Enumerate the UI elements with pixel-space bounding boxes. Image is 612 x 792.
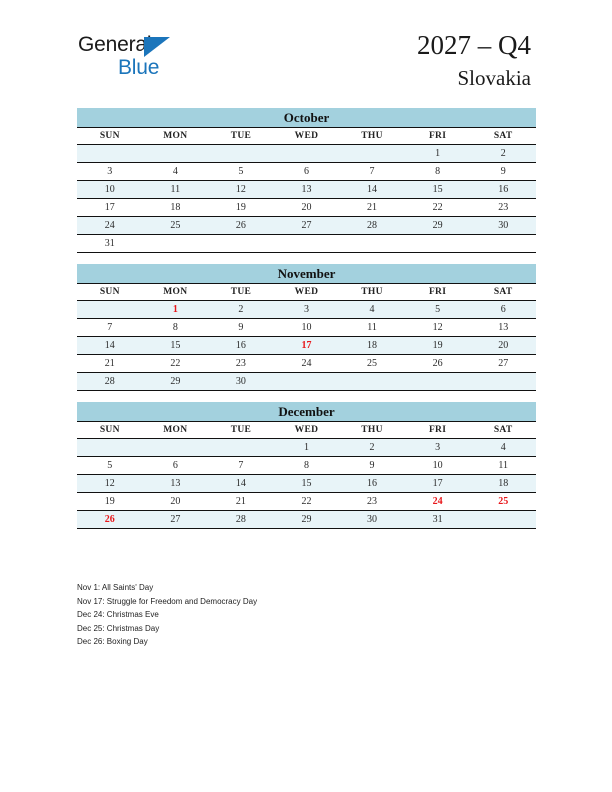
week-row: [77, 457, 536, 475]
day-cell[interactable]: 20: [143, 493, 209, 511]
day-cell-empty: [208, 235, 274, 253]
week-row: [77, 475, 536, 493]
day-cell[interactable]: 5: [77, 457, 143, 475]
day-cell-empty: [339, 235, 405, 253]
day-cell[interactable]: 20: [470, 337, 536, 355]
day-cell-holiday[interactable]: 26: [77, 511, 143, 529]
weekday-header-wed: WED: [274, 128, 340, 145]
week-row: [77, 373, 536, 391]
blue-triangle-icon: [144, 37, 170, 57]
day-cell[interactable]: 15: [274, 475, 340, 493]
day-cell[interactable]: 26: [405, 355, 471, 373]
day-cell[interactable]: 23: [339, 493, 405, 511]
weekday-header-thu: THU: [339, 422, 405, 439]
weekday-header-fri: FRI: [405, 128, 471, 145]
day-cell-holiday[interactable]: 24: [405, 493, 471, 511]
day-cell[interactable]: 10: [77, 181, 143, 199]
month-title: December: [77, 402, 536, 422]
day-cell[interactable]: 2: [470, 145, 536, 163]
weekday-header-row: [77, 284, 536, 301]
weekday-header-fri: FRI: [405, 422, 471, 439]
weekday-header-sat: SAT: [470, 284, 536, 301]
day-cell-empty: [405, 235, 471, 253]
day-cell[interactable]: 9: [208, 319, 274, 337]
day-cell[interactable]: 11: [470, 457, 536, 475]
day-cell[interactable]: 5: [208, 163, 274, 181]
day-cell[interactable]: 10: [405, 457, 471, 475]
day-cell[interactable]: 12: [405, 319, 471, 337]
day-cell[interactable]: 16: [470, 181, 536, 199]
weekday-header-row: [77, 128, 536, 145]
day-cell[interactable]: 8: [274, 457, 340, 475]
day-cell-empty: [143, 235, 209, 253]
day-cell[interactable]: 21: [208, 493, 274, 511]
weekday-header-sat: SAT: [470, 128, 536, 145]
day-cell-empty: [77, 439, 143, 457]
day-cell[interactable]: 30: [470, 217, 536, 235]
month-grid: [77, 284, 536, 391]
day-cell[interactable]: 27: [274, 217, 340, 235]
day-cell-empty: [274, 145, 340, 163]
day-cell[interactable]: 2: [208, 301, 274, 319]
day-cell[interactable]: 18: [143, 199, 209, 217]
page-title: 2027 – Q4: [417, 30, 531, 60]
day-cell[interactable]: 4: [339, 301, 405, 319]
day-cell[interactable]: 13: [470, 319, 536, 337]
general-blue-logo: [78, 34, 268, 90]
day-cell[interactable]: 18: [470, 475, 536, 493]
day-cell[interactable]: 14: [339, 181, 405, 199]
day-cell[interactable]: 14: [77, 337, 143, 355]
day-cell-empty: [470, 373, 536, 391]
day-cell[interactable]: 29: [274, 511, 340, 529]
day-cell[interactable]: 14: [208, 475, 274, 493]
day-cell[interactable]: 7: [339, 163, 405, 181]
day-cell-empty: [208, 439, 274, 457]
week-row: [77, 235, 536, 253]
day-cell-empty: [274, 373, 340, 391]
day-cell[interactable]: 15: [143, 337, 209, 355]
day-cell[interactable]: 5: [405, 301, 471, 319]
week-row: [77, 145, 536, 163]
weekday-header-sun: SUN: [77, 422, 143, 439]
weekday-header-row: [77, 422, 536, 439]
logo-word-general: General: [78, 33, 152, 56]
day-cell[interactable]: 12: [77, 475, 143, 493]
day-cell[interactable]: 15: [405, 181, 471, 199]
weekday-header-mon: MON: [143, 422, 209, 439]
day-cell[interactable]: 16: [208, 337, 274, 355]
day-cell[interactable]: 8: [405, 163, 471, 181]
day-cell[interactable]: 4: [470, 439, 536, 457]
day-cell[interactable]: 11: [339, 319, 405, 337]
day-cell[interactable]: 21: [77, 355, 143, 373]
day-cell[interactable]: 20: [274, 199, 340, 217]
day-cell-empty: [208, 145, 274, 163]
day-cell[interactable]: 9: [339, 457, 405, 475]
day-cell[interactable]: 9: [470, 163, 536, 181]
week-row: [77, 301, 536, 319]
day-cell[interactable]: 4: [143, 163, 209, 181]
weekday-header-thu: THU: [339, 128, 405, 145]
day-cell-empty: [77, 145, 143, 163]
day-cell[interactable]: 25: [339, 355, 405, 373]
day-cell[interactable]: 28: [339, 217, 405, 235]
day-cell[interactable]: 19: [77, 493, 143, 511]
day-cell[interactable]: 7: [77, 319, 143, 337]
day-cell[interactable]: 12: [208, 181, 274, 199]
day-cell[interactable]: 6: [470, 301, 536, 319]
day-cell[interactable]: 23: [470, 199, 536, 217]
calendar-list: [77, 108, 536, 540]
day-cell[interactable]: 29: [405, 217, 471, 235]
month-title: October: [77, 108, 536, 128]
day-cell[interactable]: 2: [339, 439, 405, 457]
weekday-header-tue: TUE: [208, 284, 274, 301]
week-row: [77, 355, 536, 373]
day-cell[interactable]: 22: [143, 355, 209, 373]
day-cell[interactable]: 25: [143, 217, 209, 235]
legend-item: Nov 1: All Saints' Day: [77, 583, 154, 592]
page-header: [0, 0, 612, 100]
weekday-header-sun: SUN: [77, 284, 143, 301]
day-cell-empty: [470, 235, 536, 253]
weekday-header-fri: FRI: [405, 284, 471, 301]
day-cell[interactable]: 19: [208, 199, 274, 217]
day-cell-empty: [339, 373, 405, 391]
day-cell[interactable]: 28: [208, 511, 274, 529]
legend-item: Dec 26: Boxing Day: [77, 637, 148, 647]
day-cell[interactable]: 23: [208, 355, 274, 373]
month-block-december: [77, 402, 536, 529]
day-cell[interactable]: 19: [405, 337, 471, 355]
day-cell[interactable]: 27: [470, 355, 536, 373]
day-cell[interactable]: 29: [143, 373, 209, 391]
weekday-header-sat: SAT: [470, 422, 536, 439]
weekday-header-mon: MON: [143, 284, 209, 301]
legend-item: Nov 17: Struggle for Freedom and Democracy Day: [77, 596, 258, 606]
day-cell[interactable]: 16: [339, 475, 405, 493]
title-block: [417, 30, 531, 91]
day-cell[interactable]: 3: [77, 163, 143, 181]
week-row: [77, 163, 536, 181]
weekday-header-wed: WED: [274, 422, 340, 439]
week-row: [77, 319, 536, 337]
day-cell[interactable]: 31: [77, 235, 143, 253]
week-row: [77, 511, 536, 529]
day-cell[interactable]: 7: [208, 457, 274, 475]
day-cell-empty: [77, 301, 143, 319]
day-cell[interactable]: 22: [405, 199, 471, 217]
day-cell[interactable]: 30: [208, 373, 274, 391]
month-title: November: [77, 264, 536, 284]
day-cell-empty: [143, 145, 209, 163]
day-cell[interactable]: 26: [208, 217, 274, 235]
week-row: [77, 337, 536, 355]
day-cell[interactable]: 3: [274, 301, 340, 319]
day-cell-empty: [470, 511, 536, 529]
holiday-legend: [77, 581, 497, 649]
day-cell-empty: [274, 235, 340, 253]
week-row: [77, 493, 536, 511]
week-row: [77, 439, 536, 457]
legend-item: Dec 24: Christmas Eve: [77, 610, 159, 620]
weekday-header-tue: TUE: [208, 422, 274, 439]
week-row: [77, 199, 536, 217]
day-cell[interactable]: 10: [274, 319, 340, 337]
day-cell[interactable]: 22: [274, 493, 340, 511]
day-cell-empty: [405, 373, 471, 391]
legend-item: Dec 25: Christmas Day: [77, 623, 160, 633]
day-cell[interactable]: 3: [405, 439, 471, 457]
month-grid: [77, 128, 536, 253]
logo-word-blue: Blue: [118, 56, 160, 79]
weekday-header-wed: WED: [274, 284, 340, 301]
week-row: [77, 217, 536, 235]
week-row: [77, 181, 536, 199]
day-cell-holiday[interactable]: 25: [470, 493, 536, 511]
day-cell[interactable]: 6: [143, 457, 209, 475]
day-cell[interactable]: 11: [143, 181, 209, 199]
day-cell-empty: [339, 145, 405, 163]
day-cell[interactable]: 28: [77, 373, 143, 391]
day-cell[interactable]: 17: [77, 199, 143, 217]
page-subtitle: Slovakia: [457, 66, 531, 91]
weekday-header-mon: MON: [143, 128, 209, 145]
day-cell[interactable]: 18: [339, 337, 405, 355]
month-block-october: [77, 108, 536, 253]
day-cell-holiday[interactable]: 17: [274, 337, 340, 355]
day-cell[interactable]: 13: [143, 475, 209, 493]
day-cell[interactable]: 27: [143, 511, 209, 529]
weekday-header-sun: SUN: [77, 128, 143, 145]
day-cell[interactable]: 31: [405, 511, 471, 529]
day-cell[interactable]: 30: [339, 511, 405, 529]
day-cell[interactable]: 1: [405, 145, 471, 163]
day-cell[interactable]: 1: [274, 439, 340, 457]
day-cell[interactable]: 8: [143, 319, 209, 337]
day-cell-holiday[interactable]: 1: [143, 301, 209, 319]
month-block-november: [77, 264, 536, 391]
month-grid: [77, 422, 536, 529]
day-cell[interactable]: 6: [274, 163, 340, 181]
day-cell[interactable]: 17: [405, 475, 471, 493]
weekday-header-thu: THU: [339, 284, 405, 301]
day-cell[interactable]: 24: [274, 355, 340, 373]
weekday-header-tue: TUE: [208, 128, 274, 145]
day-cell[interactable]: 13: [274, 181, 340, 199]
day-cell[interactable]: 21: [339, 199, 405, 217]
day-cell-empty: [143, 439, 209, 457]
day-cell[interactable]: 24: [77, 217, 143, 235]
